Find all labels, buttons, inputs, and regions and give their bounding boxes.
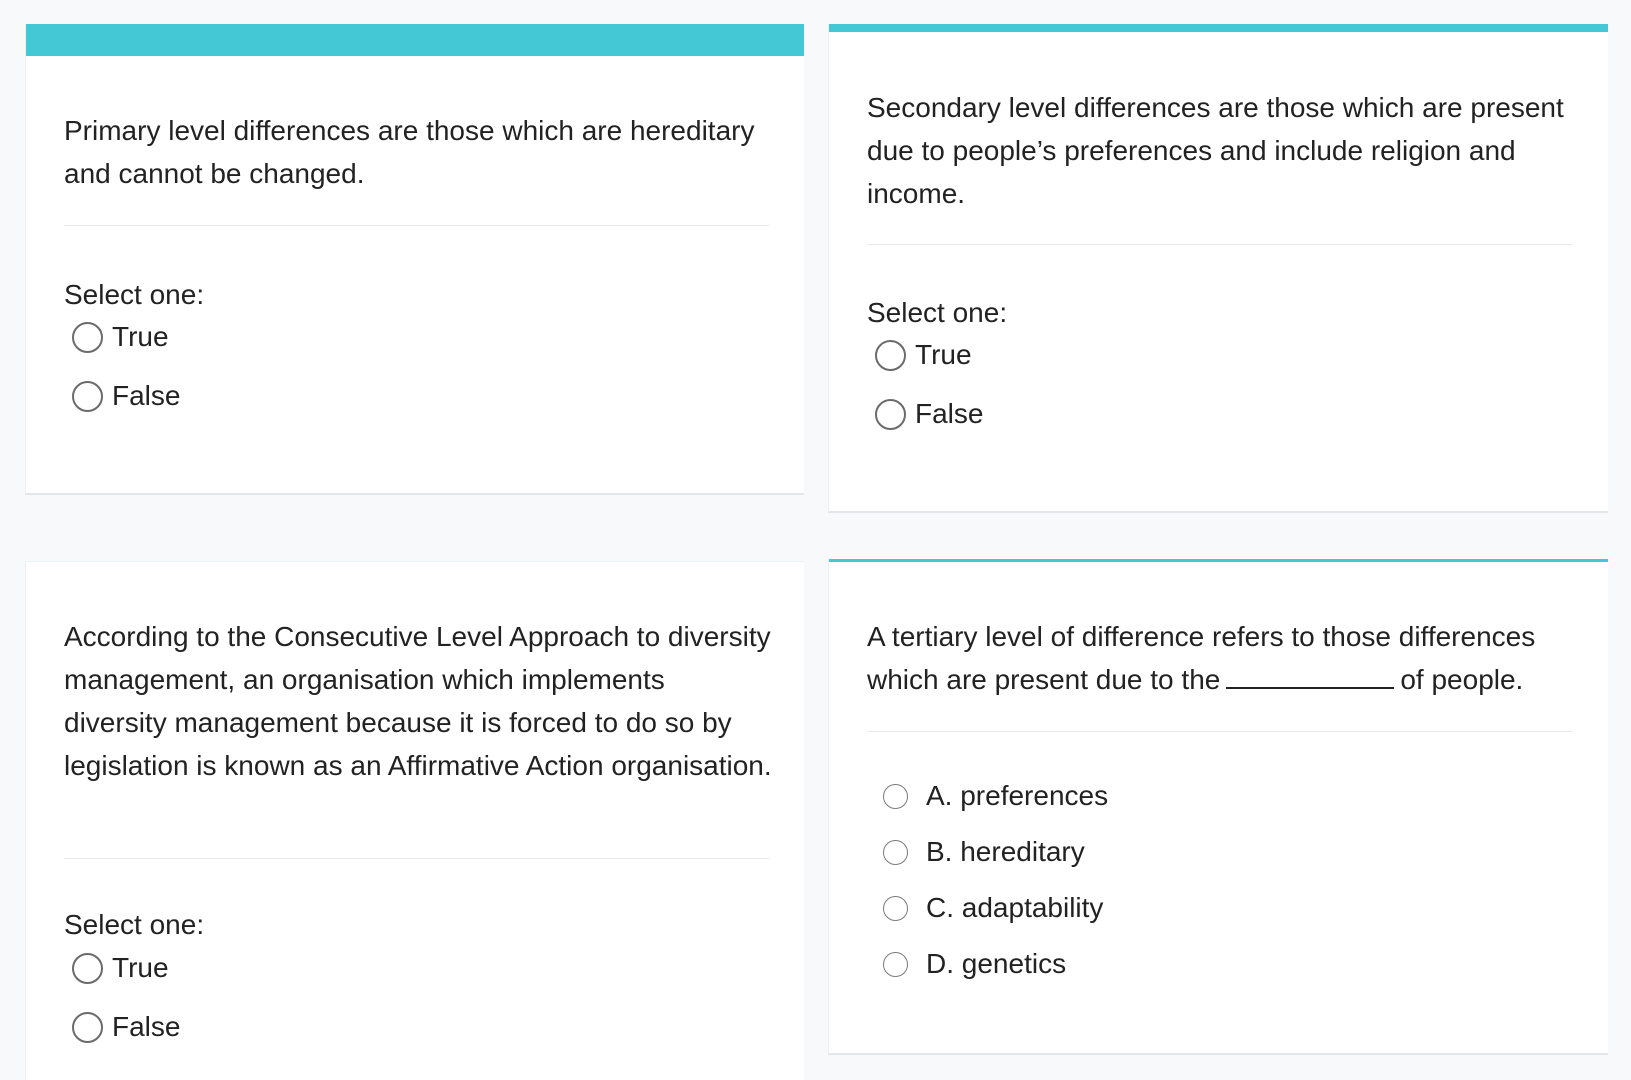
option-label: True <box>915 339 972 370</box>
option-label: False <box>112 1011 181 1042</box>
question-card-3 <box>25 561 804 1080</box>
option-false[interactable] <box>875 398 983 430</box>
option-b[interactable] <box>883 836 1085 868</box>
option-label: B. hereditary <box>926 836 1085 867</box>
select-one-label: Select one: <box>64 909 205 940</box>
radio-button[interactable] <box>72 1012 103 1043</box>
option-true[interactable] <box>72 952 169 984</box>
question-text-after: of people. <box>1400 664 1524 695</box>
question-card-1 <box>25 24 804 495</box>
question-card-2 <box>828 24 1608 513</box>
option-false[interactable] <box>72 1011 180 1043</box>
option-label: False <box>112 380 181 411</box>
option-label: True <box>112 321 169 352</box>
radio-button[interactable] <box>883 840 908 865</box>
radio-button[interactable] <box>72 381 103 412</box>
option-true[interactable] <box>72 321 169 353</box>
divider <box>867 731 1572 732</box>
card-accent-bar <box>829 24 1608 32</box>
question-text-before: A tertiary level of difference refers to those differences which are present due to the <box>867 621 1536 695</box>
radio-button[interactable] <box>883 784 908 809</box>
select-one-label: Select one: <box>64 279 205 310</box>
card-accent-bar <box>829 559 1608 562</box>
radio-button[interactable] <box>875 340 906 371</box>
fill-in-blank <box>1226 687 1394 689</box>
radio-button[interactable] <box>875 399 906 430</box>
option-label: C. adaptability <box>926 892 1104 923</box>
option-d[interactable] <box>883 948 1066 980</box>
option-label: False <box>915 398 984 429</box>
card-accent-bar <box>26 24 804 56</box>
question-text <box>867 615 1597 701</box>
option-label: A. preferences <box>926 780 1109 811</box>
option-label: D. genetics <box>926 948 1067 979</box>
option-false[interactable] <box>72 380 180 412</box>
question-text: Primary level differences are those which are hereditary and cannot be changed. <box>64 115 755 189</box>
radio-button[interactable] <box>883 952 908 977</box>
question-card-4 <box>828 559 1608 1055</box>
divider <box>64 858 769 859</box>
divider <box>64 225 769 226</box>
radio-button[interactable] <box>72 322 103 353</box>
radio-button[interactable] <box>883 896 908 921</box>
option-label: True <box>112 952 169 983</box>
question-text: Secondary level differences are those which are present due to people’s preferences and include religion and income. <box>867 92 1564 209</box>
select-one-label: Select one: <box>867 297 1008 328</box>
radio-button[interactable] <box>72 953 103 984</box>
option-true[interactable] <box>875 339 972 371</box>
question-text: According to the Consecutive Level Approach to diversity management, an organisation which implements diversity management because it is forced to do so by legislation is known as an Affirmative Action organisation. <box>64 621 772 781</box>
option-a[interactable] <box>883 780 1108 812</box>
divider <box>867 244 1572 245</box>
option-c[interactable] <box>883 892 1103 924</box>
